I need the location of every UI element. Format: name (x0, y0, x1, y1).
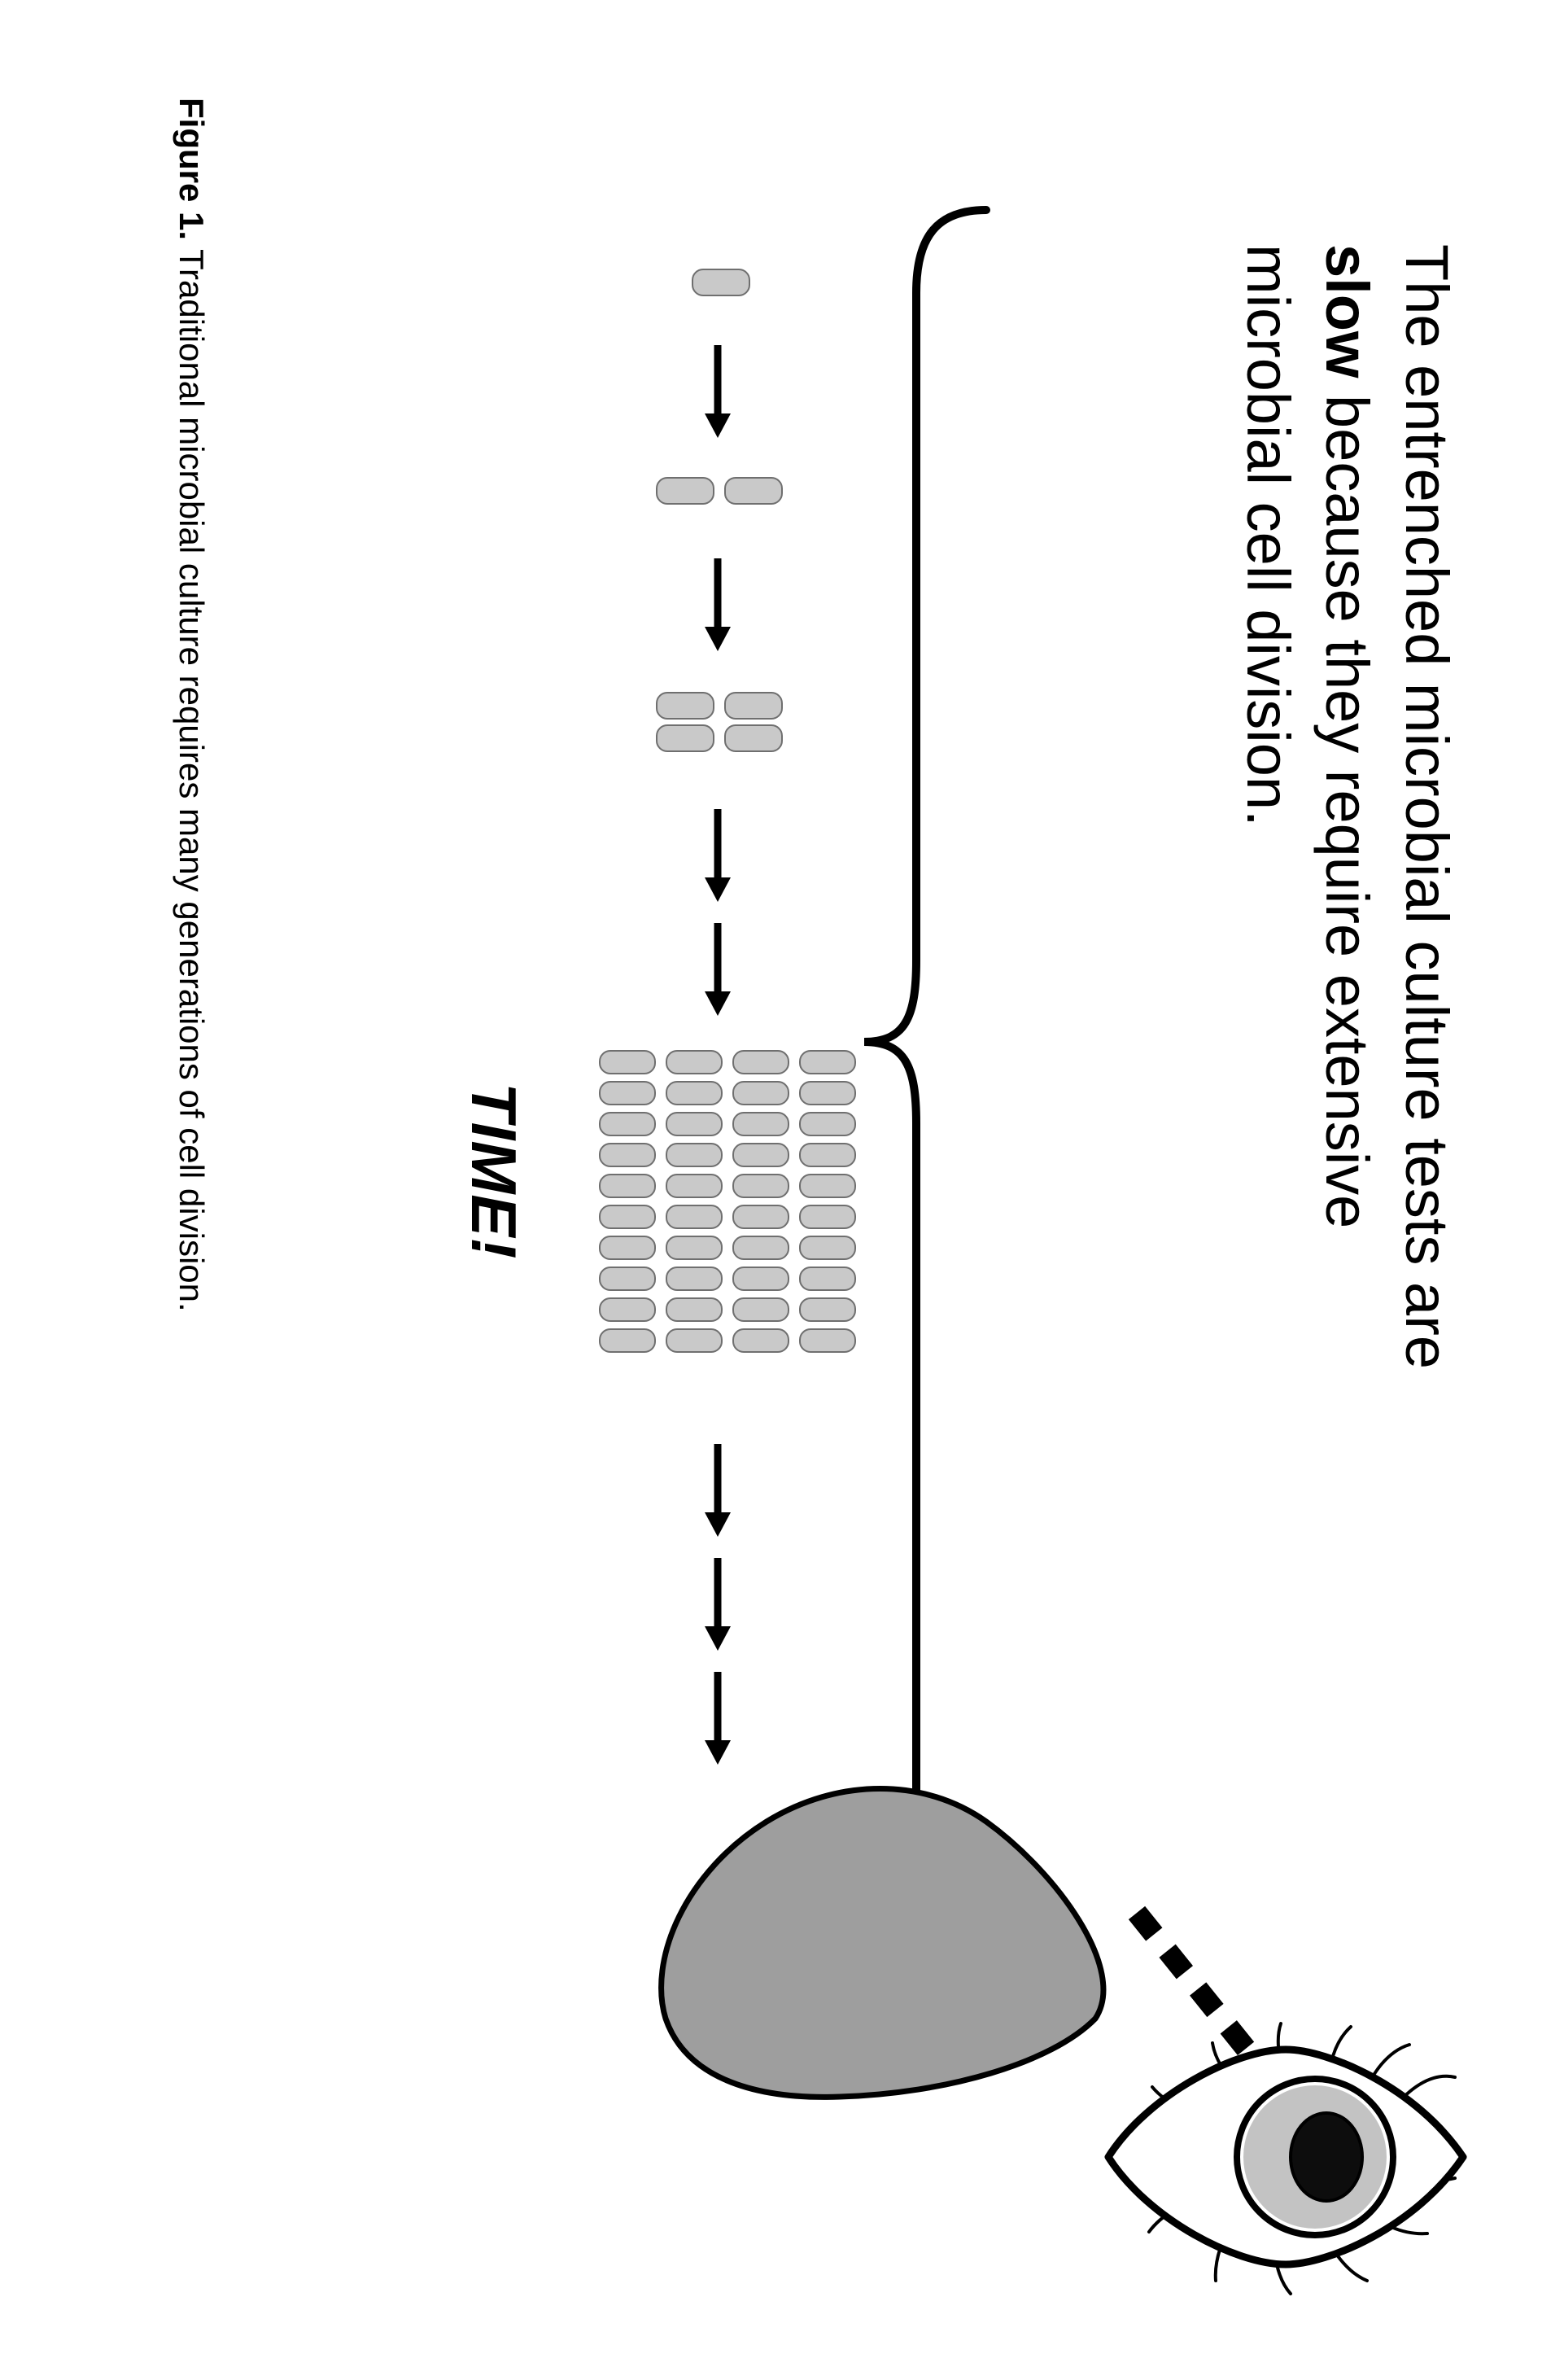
bacterial-rod (666, 1205, 723, 1229)
arrow-6 (697, 1555, 738, 1652)
time-brace (811, 203, 994, 1880)
bacterial-rod (599, 1081, 656, 1105)
headline-part-2: because they require extensive microbial cell division. (1234, 244, 1382, 1229)
bacterial-rod (666, 1112, 723, 1136)
bacterial-rod (666, 1328, 723, 1353)
eukaryotic-cell-illustration (1031, 1994, 1491, 2320)
arrow-7 (697, 1669, 738, 1766)
bacterial-rod (666, 1050, 723, 1074)
stage-single-cell (685, 269, 750, 301)
bacterial-rod (599, 1174, 656, 1198)
arrow-4 (697, 920, 738, 1017)
stage-four-cells (644, 692, 783, 765)
bacterial-rod (599, 1236, 656, 1260)
bacterial-rod (724, 692, 783, 720)
bacterial-rod (599, 1328, 656, 1353)
bacterial-rod (666, 1081, 723, 1105)
bacterial-rod (599, 1267, 656, 1291)
arrow-3 (697, 806, 738, 903)
arrow-1 (697, 342, 738, 440)
headline-part-1: The entrenched microbial culture tests are (1393, 244, 1461, 1370)
bacterial-rod (599, 1205, 656, 1229)
bacterial-rod (732, 1050, 789, 1074)
bacterial-rod (732, 1297, 789, 1322)
bacterial-rod (732, 1328, 789, 1353)
bacterial-rod (732, 1236, 789, 1260)
bacterial-rod (692, 269, 750, 296)
bacterial-rod (599, 1143, 656, 1167)
bacterial-rod (732, 1081, 789, 1105)
bacterial-rod (666, 1267, 723, 1291)
bacterial-rod (732, 1143, 789, 1167)
bacterial-rod (732, 1205, 789, 1229)
bacterial-rod (732, 1174, 789, 1198)
bacterial-rod (666, 1174, 723, 1198)
bacterial-rod (599, 1050, 656, 1074)
bacterial-rod (724, 724, 783, 752)
figure-caption-text: Traditional microbial culture requires many generations of cell division. (173, 240, 211, 1312)
bacterial-rod (656, 477, 714, 505)
figure-caption (168, 98, 213, 2181)
arrow-2 (697, 555, 738, 653)
bacterial-rod (599, 1297, 656, 1322)
bacterial-rod (666, 1297, 723, 1322)
headline-emphasis-slow: slow (1313, 244, 1382, 378)
bacterial-rod (666, 1143, 723, 1167)
bacterial-rod (656, 692, 714, 720)
stage-two-cells (644, 477, 783, 513)
figure-caption-label: Figure 1. (173, 98, 211, 241)
bacterial-rod (666, 1236, 723, 1260)
bacterial-rod (732, 1267, 789, 1291)
bacterial-rod (732, 1112, 789, 1136)
bacterial-rod (599, 1112, 656, 1136)
headline-text (1228, 244, 1466, 1400)
arrow-5 (697, 1441, 738, 1538)
bacterial-rod (656, 724, 714, 752)
time-label: TIME! (458, 1083, 530, 1260)
bacterial-rod (724, 477, 783, 505)
